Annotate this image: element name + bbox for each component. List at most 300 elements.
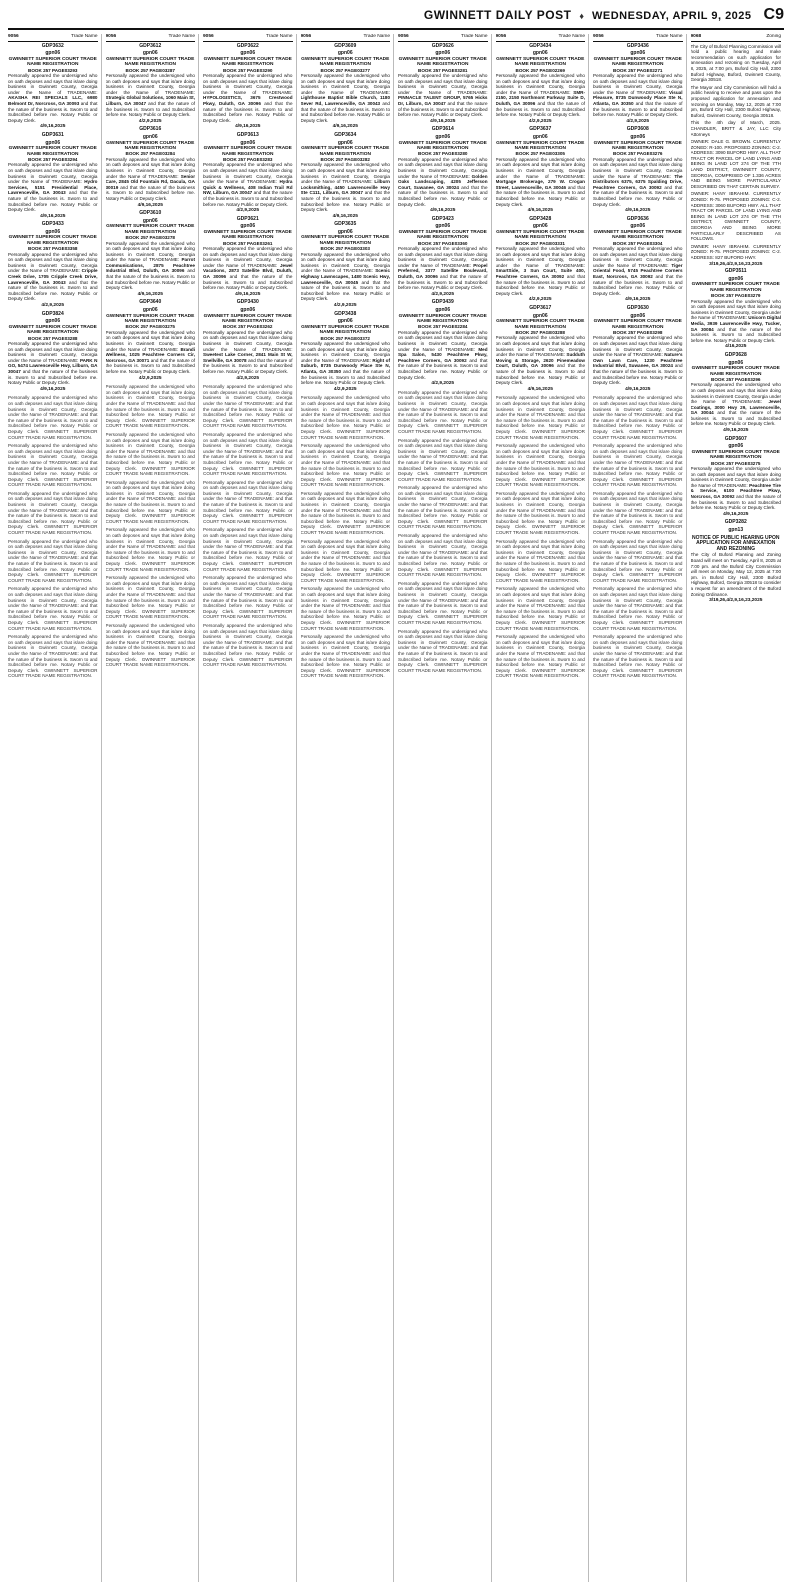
notice-id: gpn06 xyxy=(435,307,451,314)
book-page: BOOK 257 PAGE03277 xyxy=(320,67,370,73)
notice-continuation: Personally appeared the undersigned who on oath deposes and says that is/are doing business in Gwinnett County, Georgia under the Name of TRADENAME: and that the nature of the business is. Sworn to and Subscribed before me. Notary Public or Deputy Clerk. GWINNETT SUPERIOR COURT TRADE NAME REGISTRATION. xyxy=(105,527,195,572)
legal-notice xyxy=(8,312,98,393)
trade-name: Golden Oaks Landscaping, 4205 Jefferson Court, Suwanee, GA 30024 xyxy=(398,173,488,190)
book-page: BOOK 257 PAGE03287 xyxy=(125,67,175,73)
trade-name: Hydra Quick & Wellness, 408 Indian Trail Rd NW, Lilburn, GA 30047 xyxy=(203,179,293,196)
trade-name: PARK N GO, 5474 Lawrenceville Hwy, Lilburn, GA 30047 xyxy=(8,357,98,374)
notice-body: Personally appeared the undersigned who on oath deposes and says that is/are doing business in Gwinnett County, Georgia under the Name of TRADENAME: SmartSide, 3 Sun Court, Suite 400, Peachtree Corners, GA 30092 and that the nature of the business is. Sworn to and Subscribed before me. Notary Public or Deputy Clerk. xyxy=(495,246,585,296)
notice-continuation: Personally appeared the undersigned who on oath deposes and says that is/are doing business in Gwinnett County, Georgia under the Name of TRADENAME: and that the nature of the business is. Sworn to and Subscribed before me. Notary Public or Deputy Clerk. GWINNETT SUPERIOR COURT TRADE NAME REGISTRATION. xyxy=(593,395,683,440)
legal-notice xyxy=(203,133,293,214)
book-page: BOOK 257 PAGE03303 xyxy=(320,246,370,252)
legal-notice xyxy=(398,44,488,125)
trade-name: SmartSide, 3 Sun Court, Suite 400, Peachtree Corners, GA 30092 xyxy=(495,268,585,280)
book-page: BOOK 257 PAGE02284 xyxy=(418,324,468,330)
court-title: GWINNETT SUPERIOR COURT TRADE NAME REGISTRATION xyxy=(8,146,97,157)
court-title: GWINNETT SUPERIOR COURT TRADE NAME REGISTRATION xyxy=(593,140,682,151)
trade-name: Senior Care, 2845 Old Fountain Rd, Dacula, GA 30019 xyxy=(105,173,195,190)
trade-name: Visual Pleasure, 8735 Dunwoody Place Ste N, Atlanta, GA 30350 xyxy=(593,89,683,106)
notice-body: Personally appeared the undersigned who on oath deposes and says that is/are doing business in Gwinnett County, Georgia under the Name of TRADENAME: Lilburn Locksmithing, 4450 Lawrenceville Hwy Ste C111, Lilburn, GA 30047 and that the nature of the business is. Sworn to and Subscribed before me. Notary Public or Deputy Clerk. xyxy=(300,162,390,213)
publication-dates: 4/2,9,2025 xyxy=(431,291,455,297)
publication-dates: 4/2,9,2025 xyxy=(236,208,260,214)
court-title: GWINNETT SUPERIOR COURT TRADE NAME REGISTRATION xyxy=(301,324,390,336)
court-title: GWINNETT SUPERIOR COURT TRADE NAME REGISTRATION xyxy=(496,140,585,151)
column-5 xyxy=(398,34,492,1582)
notice-id: gpn06 xyxy=(240,50,256,57)
notice-id: gpn06 xyxy=(630,50,646,57)
notice-continuation: Personally appeared the undersigned who on oath deposes and says that is/are doing business in Gwinnett County, Georgia under the Name of TRADENAME: and that the nature of the business is. Sworn to and Subscribed before me. Notary Public or Deputy Clerk. GWINNETT SUPERIOR COURT TRADE NAME REGISTRATION. xyxy=(495,395,585,440)
trade-name: Jewel Coatings, 3000 Hwy 29, Lawrenceville, GA 30044 xyxy=(690,399,781,416)
notice-code: GDP3436 xyxy=(626,42,649,49)
notice-code: GDP3631 xyxy=(41,131,64,138)
legal-notice xyxy=(593,127,683,213)
notice-body: Personally appeared the undersigned who on oath deposes and says that is/are doing business in Gwinnett County, Georgia under the Name of TRADENAME: Peachtree Tire & Service, 6100 Peachtree Pkwy, Norcross, GA 30092 and that the nature of the business is. Sworn to and Subscribed before me. Notary Public or Deputy Clerk. xyxy=(690,466,781,511)
notice-body: Personally appeared the undersigned who on oath deposes and says that is/are doing business in Gwinnett County, Georgia under the Name of TRADENAME: PARK N GO, 5474 Lawrenceville Hwy, Lilburn, GA 30047 and that the nature of the business is. Sworn to and Subscribed before me. Notary Public or Deputy Clerk. xyxy=(8,341,98,386)
book-page: BOOK 257 PAGE03294 xyxy=(28,156,78,162)
publication-dates: 4/9,16,2025 xyxy=(723,428,749,434)
column-header: 9068 Zoning xyxy=(691,34,782,42)
book-page: BOOK 257 PAGE03284 xyxy=(125,151,175,157)
book-page: BOOK 257 PAGE03293 xyxy=(28,67,78,73)
publication-dates: 4/9,16,2025 xyxy=(40,386,66,392)
notice-body: Personally appeared the undersigned who on oath deposes and says that is/are doing business in Gwinnett County, Georgia under the Name of TRADENAME: Brandi Wellness, 1025 Peachtree Corners Cir, Norcross, GA 30071 and that the nature of the business is. Sworn to and Subscribed before me. Notary Public or Deputy Clerk. xyxy=(105,329,195,374)
book-page: BOOK 257 PAGE03298 xyxy=(613,330,663,336)
legal-notice xyxy=(593,306,683,392)
notice-continuation: Personally appeared the undersigned who on oath deposes and says that is/are doing business in Gwinnett County, Georgia under the Name of TRADENAME: and that the nature of the business is. Sworn to and Subscribed before me. Notary Public or Deputy Clerk. GWINNETT SUPERIOR COURT TRADE NAME REGISTRATION. xyxy=(300,443,390,488)
publication-dates: 4/9,16,2025 xyxy=(527,386,553,392)
trade-name: The Distributors 6375, 6375 Spalding Drive, Peachtree Corners, GA 30092 xyxy=(593,173,683,190)
notice-body: Personally appeared the undersigned who on oath deposes and says that is/are doing business in Gwinnett County, Georgia under the Name of TRADENAME: Tiger Oriental Food, 5745 Peachtree Corners East, Norcross, GA 30092 and that the nature of the business is. Sworn to and Subscribed before me. Notary Public or Deputy Clerk. xyxy=(593,246,683,296)
publication-dates: 4/9,16,2025 xyxy=(723,511,749,517)
notice-code: GDP3824 xyxy=(41,310,64,317)
court-title: GWINNETT SUPERIOR COURT TRADE NAME REGISTRATION xyxy=(398,140,487,151)
notice-body: Personally appeared the undersigned who on oath deposes and says that is/are doing business in Gwinnett County, Georgia under the Name of TRADENAME: SMR-2150, 2150 Northmont Parkway Suite D, Duluth, GA 30096 and that the nature of the business is. Sworn to and Subscribed before me. Notary Public or Deputy Clerk. xyxy=(495,73,585,118)
book-page: BOOK 257 PAGE03275 xyxy=(711,460,761,466)
trade-name: Propel Preferred, 3377 Satellite Boulevard, Duluth, GA 30096 xyxy=(398,262,488,280)
zoning-second-code: GDP3282 xyxy=(724,519,747,526)
notice-code: GDP3439 xyxy=(431,299,454,306)
trade-name: HYPOLOGISTICS, 3675 Crestwood Pkwy, Duluth, GA 30096 xyxy=(203,95,293,106)
notice-id: gpn06 xyxy=(728,359,744,366)
notice-code: GDP3617 xyxy=(529,305,552,312)
book-page: BOOK 257 PAGE03288 xyxy=(28,335,78,341)
column-6 xyxy=(496,34,590,1582)
book-page: BOOK 257 PAGE03262 xyxy=(223,324,273,330)
notice-continuation: Personally appeared the undersigned who on oath deposes and says that is/are doing business in Gwinnett County, Georgia under the Name of TRADENAME: and that the nature of the business is. Sworn to and Subscribed before me. Notary Public or Deputy Clerk. GWINNETT SUPERIOR COURT TRADE NAME REGISTRATION. xyxy=(495,443,585,488)
book-page: BOOK 257 PAGE03279 xyxy=(711,293,761,299)
publication-dates: 4/9,16,2025 xyxy=(430,208,456,214)
notice-code: GDP3511 xyxy=(724,268,747,275)
legal-notice xyxy=(496,44,586,125)
court-title: GWINNETT SUPERIOR COURT TRADE NAME REGISTRATION xyxy=(398,313,487,325)
trade-name: Tiger Oriental Food, 5745 Peachtree Corners East, Norcross, GA 30092 xyxy=(593,262,683,280)
legal-notice xyxy=(301,222,391,308)
legal-notice xyxy=(301,312,391,393)
notice-continuation: Personally appeared the undersigned who on oath deposes and says that is/are doing business in Gwinnett County, Georgia under the Name of TRADENAME: and that the nature of the business is. Sworn to and Subscribed before me. Notary Public or Deputy Clerk. GWINNETT SUPERIOR COURT TRADE NAME REGISTRATION. xyxy=(300,538,390,583)
column-1 xyxy=(8,34,102,1582)
notice-id: gpn06 xyxy=(337,50,353,57)
notice-code: GDP3608 xyxy=(626,126,649,133)
notice-continuation: Personally appeared the undersigned who on oath deposes and says that is/are doing business in Gwinnett County, Georgia under the Name of TRADENAME: and that the nature of the business is. Sworn to and Subscribed before me. Notary Public or Deputy Clerk. GWINNETT SUPERIOR COURT TRADE NAME REGISTRATION. xyxy=(593,443,683,488)
legal-notice xyxy=(203,217,293,298)
court-title: GWINNETT SUPERIOR COURT TRADE NAME REGISTRATION xyxy=(203,146,292,157)
notice-body: Personally appeared the undersigned who on oath deposes and says that is/are doing business in Gwinnett County, Georgia under the Name of TRADENAME: Hydra Quick & Wellness, 408 Indian Trail Rd NW, Lilburn, GA 30047 and that the nature of the business is. Sworn to and Subscribed before me. Notary Public or Deputy Clerk. xyxy=(203,162,293,207)
legal-notice xyxy=(398,127,488,213)
notice-id: gpn06 xyxy=(45,139,61,146)
notice-body: Personally appeared the undersigned who on oath deposes and says that is/are doing business in Gwinnett County, Georgia under the Name of TRADENAME: Jewel Coatings, 3000 Hwy 29, Lawrenceville, GA 30044 and that the nature of the business is. Sworn to and Subscribed before me. Notary Public or Deputy Clerk. xyxy=(690,382,781,427)
zoning-second-p: The City of Buford Planning and Zoning Board will meet on Tuesday, April 8, 2025 at 7:00 pm. and the Buford City Commission will meet on Monday, May 12, 2025 at 7:00 pm. in Buford City Hall, 2300 Buford Highway, Buford, Georgia 30518 to consider a request for an amendment of the Buford Zoning Ordinance. xyxy=(690,552,781,597)
publication-dates: 4/2,9,2025 xyxy=(41,303,65,309)
notice-continuation: Personally appeared the undersigned who on oath deposes and says that is/are doing business in Gwinnett County, Georgia under the Name of TRADENAME: and that the nature of the business is. Sworn to and Subscribed before me. Notary Public or Deputy Clerk. GWINNETT SUPERIOR COURT TRADE NAME REGISTRATION. xyxy=(495,634,585,679)
notice-id: gpn06 xyxy=(337,228,353,235)
notice-code: GDP3434 xyxy=(529,42,552,49)
publication-dates: 4/9,16,2025 xyxy=(40,213,66,219)
notice-code: GDP3612 xyxy=(139,42,162,49)
notice-body: Personally appeared the undersigned who on oath deposes and says that is/are doing business in Gwinnett County, Georgia under the Name of TRADENAME: Strategic Global Solutions, 1060 Main St, Lilburn, GA 30047 and that the nature of the business is. Sworn to and Subscribed before me. Notary Public or Deputy Clerk. xyxy=(105,73,196,118)
notice-continuation: Personally appeared the undersigned who on oath deposes and says that is/are doing business in Gwinnett County, Georgia under the Name of TRADENAME: and that the nature of the business is. Sworn to and Subscribed before me. Notary Public or Deputy Clerk. GWINNETT SUPERIOR COURT TRADE NAME REGISTRATION. xyxy=(300,490,390,536)
legal-notice xyxy=(301,133,391,219)
notice-id: gpn06 xyxy=(45,50,61,57)
publication-dates: 4/2,9,2025 xyxy=(138,118,162,124)
column-2 xyxy=(106,34,200,1582)
book-page: BOOK 257 PAGE03261 xyxy=(223,240,273,246)
legal-notice xyxy=(106,127,196,208)
publication-dates: 4/9,16,2025 xyxy=(332,213,358,219)
trade-name: Med Spa Salon, 5430 Peachtree Pkwy, Peachtree Corners, GA 30092 xyxy=(398,346,488,363)
zoning-p5: OWNER: HANY IBRAHIM. CURRENTLY ZONED: R-75. PROPOSED ZONING: C-2. ADDRESS: 3060 BUFORD HWY. ALL THAT TRACT OR PARCEL OF LAND LYING AND BEING IN LAND LOT 274 OF THE 7TH DISTRICT, GWINNETT COUNTY, GEORGIA AND BEING MORE PARTICULARLY DESCRIBED AS FOLLOWS. xyxy=(690,191,781,242)
notice-continuation: Personally appeared the undersigned who on oath deposes and says that is/are doing business in Gwinnett County, Georgia under the Name of TRADENAME: and that the nature of the business is. Sworn to and Subscribed before me. Notary Public or Deputy Clerk. GWINNETT SUPERIOR COURT TRADE NAME REGISTRATION. xyxy=(300,634,390,679)
notice-continuation: Personally appeared the undersigned who on oath deposes and says that is/are doing business in Gwinnett County, Georgia under the Name of TRADENAME: and that the nature of the business is. Sworn to and Subscribed before me. Notary Public or Deputy Clerk. GWINNETT SUPERIOR COURT TRADE NAME REGISTRATION. xyxy=(593,490,683,536)
notice-columns xyxy=(8,34,784,1582)
notice-id: gpn06 xyxy=(142,307,158,314)
notice-continuation: Personally appeared the undersigned who on oath deposes and says that is/are doing business in Gwinnett County, Georgia under the Name of TRADENAME: and that the nature of the business is. Sworn to and Subscribed before me. Notary Public or Deputy Clerk. GWINNETT SUPERIOR COURT TRADE NAME REGISTRATION. xyxy=(8,395,98,440)
publication-dates: 4/9,16,2025 xyxy=(235,291,261,297)
court-title: GWINNETT SUPERIOR COURT TRADE NAME REGISTRATION xyxy=(301,235,390,246)
court-title: GWINNETT SUPERIOR COURT TRADE NAME REGISTRATION xyxy=(106,313,195,325)
notice-body: Personally appeared the undersigned who on oath deposes and says that is/are doing business in Gwinnett County, Georgia under the Name of TRADENAME: Propel Preferred, 3377 Satellite Boulevard, Duluth, GA 30096 and that the nature of the business is. Sworn to and Subscribed before me. Notary Public or Deputy Clerk. xyxy=(398,246,488,291)
legal-notice xyxy=(593,44,683,125)
notice-continuation: Personally appeared the undersigned who on oath deposes and says that is/are doing business in Gwinnett County, Georgia under the Name of TRADENAME: and that the nature of the business is. Sworn to and Subscribed before me. Notary Public or Deputy Clerk. GWINNETT SUPERIOR COURT TRADE NAME REGISTRATION. xyxy=(398,533,488,578)
notice-id: gpn06 xyxy=(728,275,744,282)
trade-name: Brandi Wellness, 1025 Peachtree Corners Cir, Norcross, GA 30071 xyxy=(105,346,195,363)
notice-id: gpn06 xyxy=(630,223,646,230)
publication-dates: 4/2,9,2025 xyxy=(333,303,357,309)
notice-id: gpn06 xyxy=(142,217,158,224)
zoning-second-id: gpn13 xyxy=(728,527,744,533)
court-title: GWINNETT SUPERIOR COURT TRADE NAME REGISTRATION xyxy=(203,229,292,241)
notice-continuation: Personally appeared the undersigned who on oath deposes and says that is/are doing business in Gwinnett County, Georgia under the Name of TRADENAME: and that the nature of the business is. Sworn to and Subscribed before me. Notary Public or Deputy Clerk. GWINNETT SUPERIOR COURT TRADE NAME REGISTRATION. xyxy=(593,586,683,631)
legal-notice xyxy=(203,44,293,130)
notice-continuation: Personally appeared the undersigned who on oath deposes and says that is/are doing business in Gwinnett County, Georgia under the Name of TRADENAME: and that the nature of the business is. Sworn to and Subscribed before me. Notary Public or Deputy Clerk. GWINNETT SUPERIOR COURT TRADE NAME REGISTRATION. xyxy=(300,586,390,631)
notice-body: Personally appeared the undersigned who on oath deposes and says that is/are doing business in Gwinnett County, Georgia under the Name of TRADENAME: Hydro Services, 5151 Presidential Place, Lawrenceville, GA 30043 and that the nature of the business is. Sworn to and Subscribed before me. Notary Public or Deputy Clerk. xyxy=(8,162,98,213)
column-8-zoning xyxy=(691,34,785,1582)
notice-continuation: Personally appeared the undersigned who on oath deposes and says that is/are doing business in Gwinnett County, Georgia under the Name of TRADENAME: and that the nature of the business is. Sworn to and Subscribed before me. Notary Public or Deputy Clerk. GWINNETT SUPERIOR COURT TRADE NAME REGISTRATION. xyxy=(203,431,293,477)
notice-id: gpn06 xyxy=(142,50,158,57)
notice-id: gpn06 xyxy=(435,50,451,57)
book-page: BOOK 257 PAGE03288 xyxy=(515,330,565,336)
book-page: BOOK 257 PAGE03280 xyxy=(418,151,468,157)
notice-code: GDP3632 xyxy=(41,42,64,49)
court-title: GWINNETT SUPERIOR COURT TRADE NAME REGISTRATION xyxy=(8,324,97,336)
zoning-notice-title: NOTICE OF PUBLIC HEARING UPON APPLICATION FOR ANNEXATION AND REZONING xyxy=(691,534,780,552)
court-title: GWINNETT SUPERIOR COURT TRADE NAME REGISTRATION xyxy=(203,56,292,68)
notice-continuation: Personally appeared the undersigned who on oath deposes and says that is/are doing business in Gwinnett County, Georgia under the Name of TRADENAME: and that the nature of the business is. Sworn to and Subscribed before me. Notary Public or Deputy Clerk. GWINNETT SUPERIOR COURT TRADE NAME REGISTRATION. xyxy=(203,575,293,620)
notice-code: GDP3640 xyxy=(139,299,162,306)
notice-code: GDP3616 xyxy=(139,126,162,133)
notice-id: gpn06 xyxy=(728,443,744,450)
column-header: 9056 Trade Name xyxy=(398,34,488,42)
notice-code: GDP3433 xyxy=(41,221,64,228)
notice-id: gpn06 xyxy=(142,133,158,140)
notice-continuation: Personally appeared the undersigned who on oath deposes and says that is/are doing business in Gwinnett County, Georgia under the Name of TRADENAME: and that the nature of the business is. Sworn to and Subscribed before me. Notary Public or Deputy Clerk. GWINNETT SUPERIOR COURT TRADE NAME REGISTRATION. xyxy=(203,622,293,668)
notice-code: GDP3630 xyxy=(626,305,649,312)
notice-id: gpn06 xyxy=(337,139,353,146)
notice-body: Personally appeared the undersigned who on oath deposes and says that is/are doing business in Gwinnett County, Georgia under the Name of TRADENAME: Jewel Vacations, 2873 Satellite Blvd, Duluth, GA 30096 and that the nature of the business is. Sworn to and Subscribed before me. Notary Public or Deputy Clerk. xyxy=(203,246,293,291)
publication-dates: 4/9,16,2025 xyxy=(625,386,651,392)
notices-col3 xyxy=(203,44,293,668)
legal-notice xyxy=(8,133,98,219)
notice-code: GDP3628 xyxy=(724,351,747,358)
notice-code: GDP3614 xyxy=(431,126,454,133)
notices-col7 xyxy=(593,44,683,679)
legal-notice xyxy=(691,353,782,434)
court-title: GWINNETT SUPERIOR COURT TRADE NAME REGISTRATION xyxy=(691,449,780,461)
notice-id: gpn06 xyxy=(240,307,256,314)
issue-date: WEDNESDAY, APRIL 9, 2025 xyxy=(592,10,752,22)
notice-continuation: Personally appeared the undersigned who on oath deposes and says that is/are doing business in Gwinnett County, Georgia under the Name of TRADENAME: and that the nature of the business is. Sworn to and Subscribed before me. Notary Public or Deputy Clerk. GWINNETT SUPERIOR COURT TRADE NAME REGISTRATION. xyxy=(105,384,195,429)
notice-continuation: Personally appeared the undersigned who on oath deposes and says that is/are doing business in Gwinnett County, Georgia under the Name of TRADENAME: and that the nature of the business is. Sworn to and Subscribed before me. Notary Public or Deputy Clerk. GWINNETT SUPERIOR COURT TRADE NAME REGISTRATION. xyxy=(398,437,488,482)
court-title: GWINNETT SUPERIOR COURT TRADE NAME REGISTRATION xyxy=(496,319,585,330)
trade-name: Nature's Own Lawn Care, 1230 Peachtree Industrial Blvd, Suwanee, GA 30024 xyxy=(593,352,683,369)
trade-name: PINNACLE TALENT GROUP, 5765 Hicks Dr, Lilburn, GA 30047 xyxy=(398,95,488,106)
publication-dates: 4/2,9,2025 xyxy=(528,297,552,303)
notice-code: GDP3622 xyxy=(236,42,259,49)
notice-body: Personally appeared the undersigned who on oath deposes and says that is/are doing business in Gwinnett County, Georgia under the Name of TRADENAME: Right of Suburb, 8735 Dunwoody Place Ste N, Atlanta, GA 30350 and that the nature of the business is. Sworn to and Subscribed before me. Notary Public or Deputy Clerk. xyxy=(300,341,390,386)
notice-body: Personally appeared the undersigned who on oath deposes and says that is/are doing business in Gwinnett County, Georgia under the Name of TRADENAME: AKASHA REI SPECIALS LLC, 6980 Belmont Dr, Norcross, GA 30093 and that the nature of the business is. Sworn to and Subscribed before me. Notary Public or Deputy Clerk. xyxy=(8,73,98,123)
notice-continuation: Personally appeared the undersigned who on oath deposes and says that is/are doing business in Gwinnett County, Georgia under the Name of TRADENAME: and that the nature of the business is. Sworn to and Subscribed before me. Notary Public or Deputy Clerk. GWINNETT SUPERIOR COURT TRADE NAME REGISTRATION. xyxy=(8,538,98,583)
notices-col8 xyxy=(691,269,782,517)
zoning-p3: This the 4th day of March, 2025. CHANDLER, BRITT & JAY, LLC City Attorneys xyxy=(690,120,781,137)
notice-code: GDP3438 xyxy=(334,310,357,317)
masthead xyxy=(8,6,784,30)
court-title: GWINNETT SUPERIOR COURT TRADE NAME REGISTRATION xyxy=(496,56,585,68)
publication-dates: 4/16,2025 xyxy=(725,344,747,350)
notice-code: GDP3428 xyxy=(529,215,552,222)
column-4 xyxy=(301,34,395,1582)
notice-continuation: Personally appeared the undersigned who on oath deposes and says that is/are doing business in Gwinnett County, Georgia under the Name of TRADENAME: and that the nature of the business is. Sworn to and Subscribed before me. Notary Public or Deputy Clerk. GWINNETT SUPERIOR COURT TRADE NAME REGISTRATION. xyxy=(398,389,488,434)
notice-id: gpn06 xyxy=(240,139,256,146)
zoning-p1: The City of Buford Planning Commission will hold a public hearing and make recommendation on such application for annexation and rezoning on Tuesday, April 8, 2025, at 7:00 pm, Buford City Hall, 2300 Buford Highway, Buford, Gwinnett County, Georgia 30518. xyxy=(690,43,781,83)
legal-notice xyxy=(496,306,586,392)
column-header: 9056 Trade Name xyxy=(301,34,391,42)
book-page: BOOK 257 PAGE03282 xyxy=(320,156,370,162)
notices-col1 xyxy=(8,44,98,679)
notice-body: Personally appeared the undersigned who on oath deposes and says that is/are doing business in Gwinnett County, Georgia under the Name of TRADENAME: Lighthouse Baptist Bible Church, 1180 Sever Rd, Lawrenceville, GA 30043 and that the nature of the business is. Sworn to and Subscribed before me. Notary Public or Deputy Clerk. xyxy=(300,73,390,123)
notice-id: gpn06 xyxy=(45,318,61,325)
notice-id: gpn06 xyxy=(532,133,548,140)
notice-continuation: Personally appeared the undersigned who on oath deposes and says that is/are doing business in Gwinnett County, Georgia under the Name of TRADENAME: and that the nature of the business is. Sworn to and Subscribed before me. Notary Public or Deputy Clerk. GWINNETT SUPERIOR COURT TRADE NAME REGISTRATION. xyxy=(105,431,195,477)
book-page: BOOK 257 PAGE03296 xyxy=(711,376,761,382)
notice-body: Personally appeared the undersigned who on oath deposes and says that is/are doing business in Gwinnett County, Georgia under the Name of TRADENAME: Senior Care, 2845 Old Fountain Rd, Dacula, GA 30019 and that the nature of the business is. Sworn to and Subscribed before me. Notary Public or Deputy Clerk. xyxy=(105,156,195,201)
book-page: BOOK 257 PAGE03276 xyxy=(613,151,663,157)
notice-id: gpn06 xyxy=(45,228,61,235)
publication-dates: 4/9,16,2025 xyxy=(137,291,163,297)
notice-code: GDP3430 xyxy=(236,299,259,306)
notice-body: Personally appeared the undersigned who on oath deposes and says that is/are doing business in Gwinnett County, Georgia under the Name of TRADENAME: Cripple Creek Drive, 1705 Cripple Creek Drive, Lawrenceville, GA 30043 and that the nature of the business is. Sworn to and Subscribed before me. Notary Public or Deputy Clerk. xyxy=(8,251,98,302)
notice-continuation: Personally appeared the undersigned who on oath deposes and says that is/are doing business in Gwinnett County, Georgia under the Name of TRADENAME: and that the nature of the business is. Sworn to and Subscribed before me. Notary Public or Deputy Clerk. GWINNETT SUPERIOR COURT TRADE NAME REGISTRATION. xyxy=(105,479,195,524)
notice-body: Personally appeared the undersigned who on oath deposes and says that is/are doing business in Gwinnett County, Georgia under the Name of TRADENAME: Nature's Own Lawn Care, 1230 Peachtree Industrial Blvd, Suwanee, GA 30024 and that the nature of the business is. Sworn to and Subscribed before me. Notary Public or Deputy Clerk. xyxy=(593,335,683,386)
trade-name: SMR-2150, 2150 Northmont Parkway Suite D, Duluth, GA 30096 xyxy=(495,89,585,106)
publication-dates: 4/9,16,2025 xyxy=(527,208,553,214)
court-title: GWINNETT SUPERIOR COURT TRADE NAME REGISTRATION xyxy=(496,229,585,241)
trade-name: Cripple Creek Drive, 1705 Cripple Creek Drive, Lawrenceville, GA 30043 xyxy=(8,268,98,285)
notice-code: GDP3607 xyxy=(724,435,747,442)
trade-name: Lighthouse Baptist Bible Church, 1180 Sever Rd, Lawrenceville, GA 30043 xyxy=(300,95,390,106)
book-page: BOOK 257 PAGE03283 xyxy=(223,156,273,162)
notice-id: gpn06 xyxy=(630,133,646,140)
legal-notice xyxy=(8,222,98,308)
publication-dates: 4/2,9,2025 xyxy=(431,381,455,387)
notice-continuation: Personally appeared the undersigned who on oath deposes and says that is/are doing business in Gwinnett County, Georgia under the Name of TRADENAME: and that the nature of the business is. Sworn to and Subscribed before me. Notary Public or Deputy Clerk. GWINNETT SUPERIOR COURT TRADE NAME REGISTRATION. xyxy=(203,527,293,572)
court-title: GWINNETT SUPERIOR COURT TRADE NAME REGISTRATION xyxy=(203,313,292,325)
publication-dates: 4/2,9,2025 xyxy=(236,375,260,381)
publication-dates: 4/2,9,2025 xyxy=(333,386,357,392)
book-page: BOOK 257 PAGE03358 xyxy=(28,246,78,252)
notice-continuation: Personally appeared the undersigned who on oath deposes and says that is/are doing business in Gwinnett County, Georgia under the Name of TRADENAME: and that the nature of the business is. Sworn to and Subscribed before me. Notary Public or Deputy Clerk. GWINNETT SUPERIOR COURT TRADE NAME REGISTRATION. xyxy=(495,490,585,536)
notice-body: Personally appeared the undersigned who on oath deposes and says that is/are doing business in Gwinnett County, Georgia under the Name of TRADENAME: Sweetest Lake Corner, 2841 Main St W, Snellville, GA 30078 and that the nature of the business is. Sworn to and Subscribed before me. Notary Public or Deputy Clerk. xyxy=(203,329,293,374)
notice-id: gpn06 xyxy=(240,223,256,230)
zoning-p2: The Mayor and City Commission will hold a public hearing to receive and pass upon the proposed application for annexation and rezoning on Monday, May 12, 2025 at 7:00 pm, Buford City Hall, 2300 Buford Highway, Buford, Gwinnett County, Georgia 30518. xyxy=(690,84,781,118)
trade-name: Strategic Global Solutions, 1060 Main St, Lilburn, GA 30047 xyxy=(105,95,195,106)
notice-body: Personally appeared the undersigned who on oath deposes and says that is/are doing business in Gwinnett County, Georgia under the Name of TRADENAME: Med Spa Salon, 5430 Peachtree Pkwy, Peachtree Corners, GA 30092 and that the nature of the business is. Sworn to and Subscribed before me. Notary Public or Deputy Clerk. xyxy=(398,329,488,380)
book-page: BOOK 257 PAGE03275 xyxy=(125,324,175,330)
column-header: 9056 Trade Name xyxy=(106,34,196,42)
notice-body: Personally appeared the undersigned who on oath deposes and says that is/are doing business in Gwinnett County, Georgia under the Name of TRADENAME: Scenic Highway Lawnscapes, 1480 Scenic Hwy, Lawrenceville, GA 30045 and that the nature of the business is. Sworn to and Subscribed before me. Notary Public or Deputy Clerk. xyxy=(300,251,390,302)
trade-name: Lilburn Locksmithing, 4450 Lawrenceville Hwy Ste C111, Lilburn, GA 30047 xyxy=(300,179,390,196)
legal-notice xyxy=(398,217,488,298)
court-title: GWINNETT SUPERIOR COURT TRADE NAME REGISTRATION xyxy=(106,56,195,68)
court-title: GWINNETT SUPERIOR COURT TRADE NAME REGISTRATION xyxy=(593,229,682,241)
notice-body: Personally appeared the undersigned who on oath deposes and says that is/are doing business in Gwinnett County, Georgia under the Name of TRADENAME: Visual Pleasure, 8735 Dunwoody Place Ste N, Atlanta, GA 30350 and that the nature of the business is. Sworn to and Subscribed before me. Notary Public or Deputy Clerk. xyxy=(593,73,683,118)
notice-continuation: Personally appeared the undersigned who on oath deposes and says that is/are doing business in Gwinnett County, Georgia under the Name of TRADENAME: and that the nature of the business is. Sworn to and Subscribed before me. Notary Public or Deputy Clerk. GWINNETT SUPERIOR COURT TRADE NAME REGISTRATION. xyxy=(593,538,683,583)
column-header: 9056 Trade Name xyxy=(8,34,98,42)
notices-col2 xyxy=(106,44,196,668)
book-page: BOOK 257 PAGE03360 xyxy=(418,240,468,246)
notice-id: gpn06 xyxy=(337,318,353,325)
notice-continuation: Personally appeared the undersigned who on oath deposes and says that is/are doing business in Gwinnett County, Georgia under the Name of TRADENAME: and that the nature of the business is. Sworn to and Subscribed before me. Notary Public or Deputy Clerk. GWINNETT SUPERIOR COURT TRADE NAME REGISTRATION. xyxy=(495,586,585,631)
column-3 xyxy=(203,34,297,1582)
publication-dates: 4/9,16,2025 xyxy=(625,297,651,303)
notice-continuation: Personally appeared the undersigned who on oath deposes and says that is/are doing business in Gwinnett County, Georgia under the Name of TRADENAME: and that the nature of the business is. Sworn to and Subscribed before me. Notary Public or Deputy Clerk. GWINNETT SUPERIOR COURT TRADE NAME REGISTRATION. xyxy=(8,490,98,536)
notice-body: Personally appeared the undersigned who on oath deposes and says that is/are doing business in Gwinnett County, Georgia under the Name of TRADENAME: The Distributors 6375, 6375 Spalding Drive, Peachtree Corners, GA 30092 and that the nature of the business is. Sworn to and Subscribed before me. Notary Public or Deputy Clerk. xyxy=(593,156,683,207)
court-title: GWINNETT SUPERIOR COURT TRADE NAME REGISTRATION xyxy=(8,235,97,246)
diamond-separator-icon: ♦ xyxy=(579,11,584,21)
notice-id: gpn06 xyxy=(532,223,548,230)
publication-dates: 4/9,16,2025 xyxy=(625,208,651,214)
trade-name: Unicorn Digital Media, 3939 Lawrenceville Hwy, Tucker, GA 30084 xyxy=(690,315,781,332)
publication-dates: 4/2,9,2025 xyxy=(528,118,552,124)
publication-dates: 4/2,9,2025 xyxy=(138,375,162,381)
book-page: BOOK 257 PAGE03281 xyxy=(418,67,468,73)
court-title: GWINNETT SUPERIOR COURT TRADE NAME REGISTRATION xyxy=(106,140,195,151)
notice-code: GDP3636 xyxy=(626,215,649,222)
book-page: BOOK 257 PAGE03278 xyxy=(125,235,175,241)
book-page: BOOK 257 PAGE03372 xyxy=(320,335,370,341)
trade-name: Right of Suburb, 8735 Dunwoody Place Ste N, Atlanta, GA 30350 xyxy=(300,357,390,374)
notices-col6 xyxy=(496,44,586,679)
trade-name: Peachtree Tire & Service, 6100 Peachtree Pkwy, Norcross, GA 30092 xyxy=(690,482,781,500)
notice-body: Personally appeared the undersigned who on oath deposes and says that is/are doing business in Gwinnett County, Georgia under the Name of TRADENAME: HYPOLOGISTICS, 3675 Crestwood Pkwy, Duluth, GA 30096 and that the nature of the business is. Sworn to and Subscribed before me. Notary Public or Deputy Clerk. xyxy=(203,73,293,123)
court-title: GWINNETT SUPERIOR COURT TRADE NAME REGISTRATION xyxy=(691,366,780,377)
notice-continuation: Personally appeared the undersigned who on oath deposes and says that is/are doing business in Gwinnett County, Georgia under the Name of TRADENAME: and that the nature of the business is. Sworn to and Subscribed before me. Notary Public or Deputy Clerk. GWINNETT SUPERIOR COURT TRADE NAME REGISTRATION. xyxy=(398,628,488,673)
legal-notice xyxy=(496,217,586,303)
page-number: C9 xyxy=(763,6,784,23)
book-page: BOOK 257 PAGE03304 xyxy=(613,240,663,246)
legal-notice xyxy=(691,269,782,350)
notice-continuation: Personally appeared the undersigned who on oath deposes and says that is/are doing business in Gwinnett County, Georgia under the Name of TRADENAME: and that the nature of the business is. Sworn to and Subscribed before me. Notary Public or Deputy Clerk. GWINNETT SUPERIOR COURT TRADE NAME REGISTRATION. xyxy=(398,485,488,530)
trade-name: Parrot Communications, 2875 Peachtree Industrial Blvd, Duluth, GA 30096 xyxy=(105,257,195,274)
column-header: 9056 Trade Name xyxy=(593,34,683,42)
book-page: BOOK 257 PAGE02269 xyxy=(515,67,565,73)
publication-dates: 4/9,16,2025 xyxy=(235,124,261,130)
legal-notice xyxy=(496,127,586,213)
court-title: GWINNETT SUPERIOR COURT TRADE NAME REGISTRATION xyxy=(301,56,390,68)
court-title: GWINNETT SUPERIOR COURT TRADE NAME REGISTRATION xyxy=(8,56,97,68)
publication-dates: 4/9,16,2025 xyxy=(137,202,163,208)
notice-code: GDP3637 xyxy=(529,126,552,133)
trade-name: Sudduth Moving & Storage, 2620 Pinemeadow Court, Duluth, GA 30096 xyxy=(495,352,585,369)
trade-name: Hydro Services, 5151 Presidential Place, Lawrenceville, GA 30043 xyxy=(8,179,98,196)
court-title: GWINNETT SUPERIOR COURT TRADE NAME REGISTRATION xyxy=(106,224,195,235)
legal-notice xyxy=(691,437,782,518)
notice-code: GDP3635 xyxy=(334,221,357,228)
notice-continuation: Personally appeared the undersigned who on oath deposes and says that is/are doing business in Gwinnett County, Georgia under the Name of TRADENAME: and that the nature of the business is. Sworn to and Subscribed before me. Notary Public or Deputy Clerk. GWINNETT SUPERIOR COURT TRADE NAME REGISTRATION. xyxy=(398,580,488,625)
legal-notice xyxy=(106,44,196,125)
legal-notice xyxy=(203,300,293,381)
legal-notice xyxy=(593,217,683,303)
notice-body: Personally appeared the undersigned who on oath deposes and says that is/are doing business in Gwinnett County, Georgia under the Name of TRADENAME: Parrot Communications, 2875 Peachtree Industrial Blvd, Duluth, GA 30096 and that the nature of the business is. Sworn to and Subscribed before me. Notary Public or Deputy Clerk. xyxy=(105,240,195,291)
trade-name: Mortgage Brokerage, 279 W. Crogan Street, Lawrenceville, GA 30046 xyxy=(495,179,585,190)
notice-body: Personally appeared the undersigned who on oath deposes and says that is/are doing business in Gwinnett County, Georgia under the Name of TRADENAME: Golden Oaks Landscaping, 4205 Jefferson Court, Suwanee, GA 30024 and that the nature of the business is. Sworn to and Subscribed before me. Notary Public or Deputy Clerk. xyxy=(398,156,488,207)
notice-id: gpn06 xyxy=(435,133,451,140)
legal-notice xyxy=(106,300,196,381)
notice-body: Personally appeared the undersigned who on oath deposes and says that is/are doing business in Gwinnett County, Georgia under the Name of TRADENAME: Sudduth Moving & Storage, 2620 Pinemeadow Court, Duluth, GA 30096 and that the nature of the business is. Sworn to and Subscribed before me. Notary Public or Deputy Clerk. xyxy=(495,335,585,386)
zoning-p4: OWNER: DALE G. BROWN. CURRENTLY ZONED: R-100. PROPOSED ZONING: C-2. ADDRESS: 3090 BUFORD HWY. ALL THAT TRACT OR PARCEL OF LAND LYING AND BEING IN LAND LOT 274 OF THE 7TH LAND DISTRICT, GWINNETT COUNTY, GEORGIA, COMPRISED OF 1.336 ACRES AND BEING MORE PARTICULARLY DESCRIBED ON THAT CERTAIN SURVEY. xyxy=(690,139,781,189)
column-header: 9056 Trade Name xyxy=(496,34,586,42)
notice-id: gpn06 xyxy=(532,50,548,57)
notice-code: GDP3626 xyxy=(431,42,454,49)
book-page: BOOK 257 PAGE03331 xyxy=(515,240,565,246)
notice-code: GDP3613 xyxy=(236,131,259,138)
notice-continuation: Personally appeared the undersigned who on oath deposes and says that is/are doing business in Gwinnett County, Georgia under the Name of TRADENAME: and that the nature of the business is. Sworn to and Subscribed before me. Notary Public or Deputy Clerk. GWINNETT SUPERIOR COURT TRADE NAME REGISTRATION. xyxy=(203,479,293,524)
notice-continuation: Personally appeared the undersigned who on oath deposes and says that is/are doing business in Gwinnett County, Georgia under the Name of TRADENAME: and that the nature of the business is. Sworn to and Subscribed before me. Notary Public or Deputy Clerk. GWINNETT SUPERIOR COURT TRADE NAME REGISTRATION. xyxy=(8,586,98,631)
publication-dates: 4/9,16,2025 xyxy=(332,124,358,130)
notice-continuation: Personally appeared the undersigned who on oath deposes and says that is/are doing business in Gwinnett County, Georgia under the Name of TRADENAME: and that the nature of the business is. Sworn to and Subscribed before me. Notary Public or Deputy Clerk. GWINNETT SUPERIOR COURT TRADE NAME REGISTRATION. xyxy=(105,575,195,620)
notice-id: gpn06 xyxy=(532,312,548,319)
notice-continuation: Personally appeared the undersigned who on oath deposes and says that is/are doing business in Gwinnett County, Georgia under the Name of TRADENAME: and that the nature of the business is. Sworn to and Subscribed before me. Notary Public or Deputy Clerk. GWINNETT SUPERIOR COURT TRADE NAME REGISTRATION. xyxy=(203,384,293,429)
court-title: GWINNETT SUPERIOR COURT TRADE NAME REGISTRATION xyxy=(301,146,390,157)
court-title: GWINNETT SUPERIOR COURT TRADE NAME REGISTRATION xyxy=(593,319,682,330)
zoning-dates: 3/19,26,4/2,9,16,23,2025 xyxy=(709,261,763,267)
notice-code: GDP3609 xyxy=(334,42,357,49)
notice-code: GDP3621 xyxy=(236,215,259,222)
paper-name: GWINNETT DAILY POST xyxy=(423,8,572,22)
legal-notice xyxy=(301,44,391,130)
zoning-p6: OWNER: HANY IBRAHIM. CURRENTLY ZONED: R-75. PROPOSED ZONING: C-2. ADDRESS: 827 BUFORD HWY. xyxy=(690,243,781,260)
notices-col4 xyxy=(301,44,391,679)
publication-dates: 4/2,9,2025 xyxy=(626,118,650,124)
zoning-second-dates: 3/19,26,4/2,9,16,23,2025 xyxy=(709,598,763,604)
court-title: GWINNETT SUPERIOR COURT TRADE NAME REGISTRATION xyxy=(691,282,780,293)
